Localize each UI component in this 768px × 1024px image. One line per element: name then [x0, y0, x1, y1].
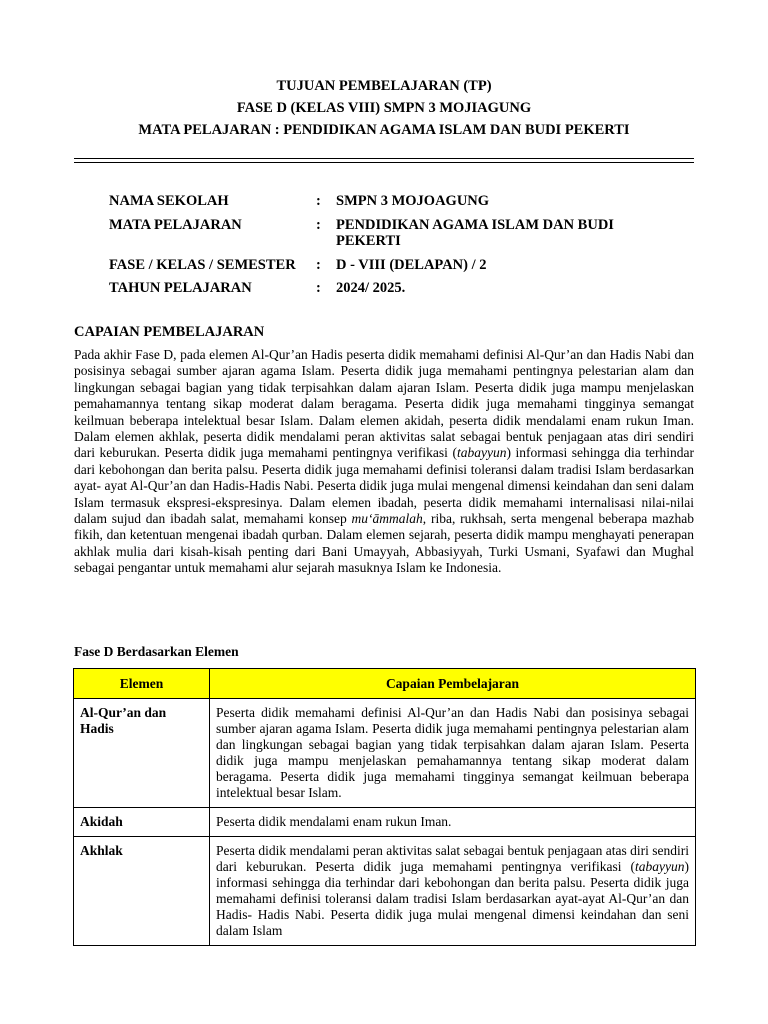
double-divider [74, 158, 694, 163]
capaian-heading: CAPAIAN PEMBELAJARAN [74, 324, 265, 340]
title-line-2: FASE D (KELAS VIII) SMPN 3 MOJIAGUNG [236, 100, 532, 116]
info-label: MATA PELAJARAN [109, 216, 242, 233]
akhlak-text-2: ) informasi sehingga dia terhindar dari kebohongan dan berita palsu. Peserta didik juga memahami definisi toleransi dalam tradisi Islam berdasarkan ayat-ayat Al-Qur’an dan Hadis- Hadis Nabi. Peserta didik juga mulai mengenal dimensi keindahan dan seni dalam Islam [216, 859, 689, 938]
elemen-table-header [74, 669, 696, 699]
info-value: 2024/ 2025. [336, 280, 406, 296]
capaian-text-1: Pada akhir Fase D, pada elemen Al-Qur’an Hadis peserta didik memahami definisi Al-Qur’an dan Hadis Nabi dan posisinya sebagai sumber ajaran agama Islam. Peserta didik juga memahami pentingnya pelestarian alam dan lingkungan sebagai bagian yang tidak terpisahkan dalam ajaran Islam. Peserta didik juga mampu menjelaskan pemahamannya tentang sikap moderat dalam beragama. Peserta didik juga memahami tingginya semangat keilmuan beberapa intelektual besar Islam. Dalam elemen akidah, peserta didik mendalami enam rukun Iman. Dalam elemen akhlak, peserta didik mendalami peran aktivitas salat sebagai bentuk penjagaan atas diri sendiri dari keburukan. Peserta didik juga memahami pentingnya verifikasi ( [74, 347, 694, 461]
akhlak-term-tabayyun: tabayyun [635, 859, 685, 874]
info-value: SMPN 3 MOJOAGUNG [336, 193, 490, 209]
info-colon: : [316, 216, 321, 233]
info-label: NAMA SEKOLAH [109, 193, 229, 209]
column-header-capaian: Capaian Pembelajaran [210, 669, 696, 699]
elemen-capaian: Peserta didik mendalami enam rukun Iman. [210, 808, 696, 837]
info-colon: : [316, 256, 321, 273]
elemen-table [73, 668, 696, 946]
info-label: FASE / KELAS / SEMESTER [109, 256, 296, 273]
info-row [109, 217, 669, 257]
capaian-text-2: ) informasi sehingga dia terhindar dari kebohongan dan berita palsu. Peserta didik juga memahami definisi toleransi dalam tradisi Islam berdasarkan ayat- ayat Al-Qur’an dan Hadis-Hadis Nabi. Peserta didik juga mulai mengenal dimensi keindahan dan seni dalam Islam termasuk ekspresi-ekspresinya. Dalam elemen ibadah, peserta didik memahami internalisasi nilai-nilai dalam sujud dan ibadah salat, memahami konsep [74, 445, 694, 527]
info-colon: : [316, 280, 321, 296]
akhlak-text-1: Peserta didik mendalami peran aktivitas salat sebagai bentuk penjagaan atas diri sendiri dari keburukan. Peserta didik juga memahami pentingnya verifikasi ( [216, 843, 689, 874]
elemen-name: Akhlak [74, 837, 210, 946]
capaian-paragraph [74, 347, 694, 577]
title-line-3: MATA PELAJARAN : PENDIDIKAN AGAMA ISLAM DAN BUDI PEKERTI [138, 122, 630, 138]
table-row [74, 837, 696, 946]
elemen-name: Al-Qur’an dan Hadis [74, 699, 210, 808]
document-title-block [0, 76, 768, 142]
info-row [109, 193, 669, 217]
info-row [109, 257, 669, 281]
info-value: D - VIII (DELAPAN) / 2 [336, 256, 487, 273]
info-value: PENDIDIKAN AGAMA ISLAM DAN BUDI PEKERTI [336, 216, 614, 249]
title-line-1: TUJUAN PEMBELAJARAN (TP) [276, 78, 492, 94]
elemen-capaian: Peserta didik memahami definisi Al-Qur’an dan Hadis Nabi dan posisinya sebagai sumber ajaran agama Islam. Peserta didik juga memahami pentingnya pelestarian alam dan lingkungan sebagai bagian yang tidak terpisahkan dalam ajaran Islam. Peserta didik juga mampu menjelaskan pemahamannya tentang sikap moderat dalam beragama. Peserta didik juga memahami tingginya semangat keilmuan beberapa intelektual besar Islam. [210, 699, 696, 808]
table-row [74, 699, 696, 808]
column-header-elemen: Elemen [74, 669, 210, 699]
info-colon: : [316, 193, 321, 209]
info-label: TAHUN PELAJARAN [109, 280, 252, 296]
capaian-term-tabayyun: tabayyun [456, 445, 507, 461]
elemen-capaian [210, 837, 696, 946]
info-row [109, 280, 669, 304]
capaian-text-3: , riba, rukhsah, serta mengenal beberapa mazhab fikih, dan ketentuan mengenai ibadah qurban. Dalam elemen sejarah, peserta didik mampu menghayati penerapan akhlak mulia dari kisah-kisah penting dari Bani Umayyah, Abbasiyyah, Turki Usmani, Syafawi dan Mughal sebagai pengantar untuk memahami alur sejarah masuknya Islam ke Indonesia. [74, 511, 694, 576]
fase-heading: Fase D Berdasarkan Elemen [74, 644, 239, 659]
table-row [74, 808, 696, 837]
elemen-name: Akidah [74, 808, 210, 837]
capaian-term-muammalah: mu‘āmmalah [351, 511, 423, 527]
school-info-table [109, 193, 669, 304]
